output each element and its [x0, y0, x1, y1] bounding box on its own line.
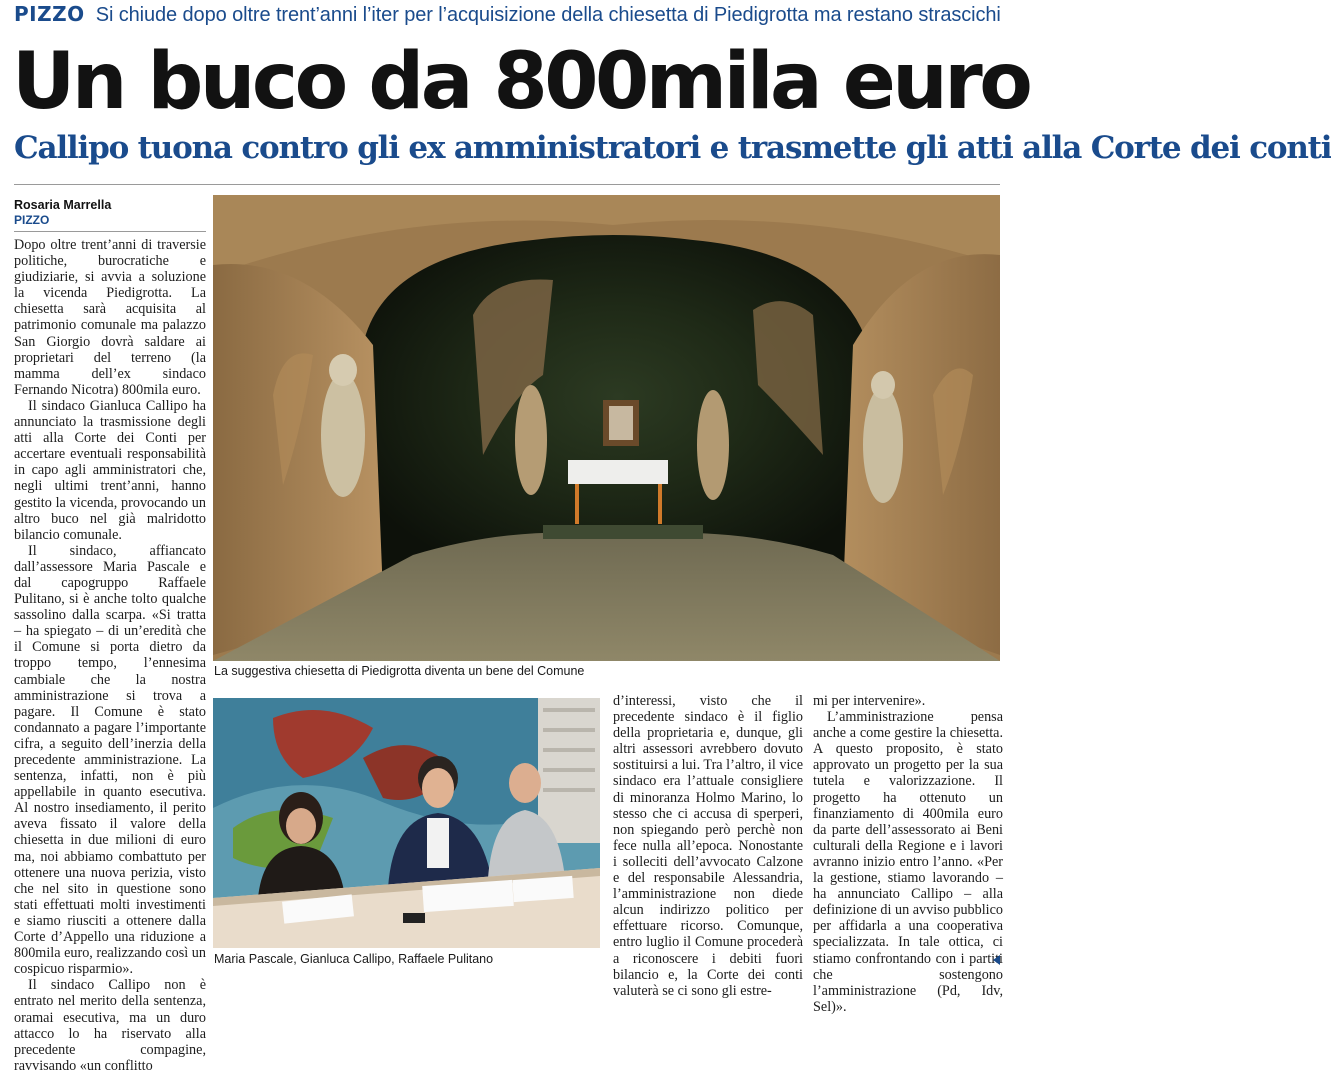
- article-paragraph: Il sindaco, affiancato dall’assessore Maria Pascale e dal capogruppo Raffaele Pulitano, si è anche tolto qualche sassolino dalla scarpa. «Si tratta – ha spiegato – di un’eredità che il Comune si porta dietro da troppo tempo, l’ennesima cambiale che la nostra amministrazione si trova a pagare. Il Comune è stato condannato a pagare l’importante cifra, a seguito dell’inerzia della precedente amministrazione. La sentenza, infatti, non è più appellabile in quanto esecutiva. Al nostro insediamento, il perito aveva fissato il valore della chiesetta in due milioni di euro ma, noi abbiamo combattuto per ottenere una nuova perizia, visto che nel sito in questione sono stati effettuati molti investimenti e siamo riusciti a ottenere dalla Corte d’Appello una riduzione a 800mila euro, realizzando così un cospicuo risparmio».: [14, 542, 206, 978]
- photo-caption-people: Maria Pascale, Gianluca Callipo, Raffaele Pulitano: [214, 952, 494, 966]
- article-paragraph: mi per intervenire».: [813, 693, 926, 709]
- byline: [14, 198, 206, 228]
- photo-caption-church: La suggestiva chiesetta di Piedigrotta diventa un bene del Comune: [214, 664, 585, 678]
- article-paragraph: Il sindaco Gianluca Callipo ha annunciato la trasmissione degli atti alla Corte dei Conti per accertare eventuali responsabilità in capo agli amministratori che, negli ultimi trent’anni, hanno gestito la vicenda, provocando un altro buco nel già malridotto bilancio comunale.: [14, 397, 206, 543]
- article-paragraph: Dopo oltre trent’anni di traversie politiche, burocratiche e giudiziarie, si avvia a soluzione la vicenda Piedigrotta. La chiesetta sarà acquisita al patrimonio comunale ma palazzo San Giorgio dovrà saldare ai proprietari del terreno (la mamma dell’ex sindaco Fernando Nicotra) 800mila euro.: [14, 237, 206, 398]
- kicker: [14, 2, 999, 30]
- author-name: Rosaria Marrella: [14, 198, 112, 212]
- header-divider: [14, 184, 1000, 185]
- dateline-location: PIZZO: [14, 213, 50, 227]
- article-column-3: [613, 693, 803, 999]
- article-column-1: [14, 237, 206, 1074]
- kicker-place: PIZZO: [14, 2, 85, 26]
- byline-divider: [14, 231, 206, 232]
- article-paragraph: d’interessi, visto che il precedente sindaco è il figlio della proprietaria e, dunque, gli altri assessori avrebbero dovuto sostituirsi a lui. Tra l’altro, il vice sindaco era l’attuale consigliere di minoranza Holmo Marino, lo stesso che ci accusa di sperperi, non spiegando però perchè non fece nulla all’epoca. Nonostante i solleciti dell’avvocato Calzone e del responsabile Alessandria, l’amministrazione non diede alcun indirizzo politico per effettuare ricorso. Comunque, entro luglio il Comune procederà a riconoscere i debiti fuori bilancio e, la Corte dei conti valuterà se ci sono gli estre-: [613, 693, 803, 999]
- article-paragraph: L’amministrazione pensa anche a come gestire la chiesetta. A questo proposito, è stato approvato un progetto per la sua tutela e valorizzazione. Il progetto ha ottenuto un finanziamento di 400mila euro da parte dell’assessorato ai Beni culturali della Regione e i lavori avranno inizio entro l’anno. «Per la gestione, stiamo lavorando – ha annunciato Callipo – alla definizione di un avviso pubblico per affidarla a una cooperativa specializzata. In tale ottica, ci stiamo confrontando con i partiti che sostengono l’amministrazione (Pd, Idv, Sel)».: [813, 709, 1003, 1015]
- article-column-4: [813, 693, 1003, 1015]
- article-paragraph: Il sindaco Callipo non è entrato nel merito della sentenza, oramai esecutiva, ma un duro attacco lo ha riservato alla precedente compagine, ravvisando «un conflitto: [14, 977, 206, 1074]
- subheadline: Callipo tuona contro gli ex amministratori e trasmette gli atti alla Corte dei conti: [14, 130, 1331, 166]
- end-of-article-marker-icon: [993, 955, 1000, 965]
- church-grotto-photo: [213, 195, 1000, 661]
- headline: Un buco da 800mila euro: [12, 37, 1030, 127]
- press-conference-photo: [213, 698, 600, 948]
- kicker-text: Si chiude dopo oltre trent’anni l’iter per l’acquisizione della chiesetta di Piedigrotta ma restano strascichi: [95, 4, 1001, 26]
